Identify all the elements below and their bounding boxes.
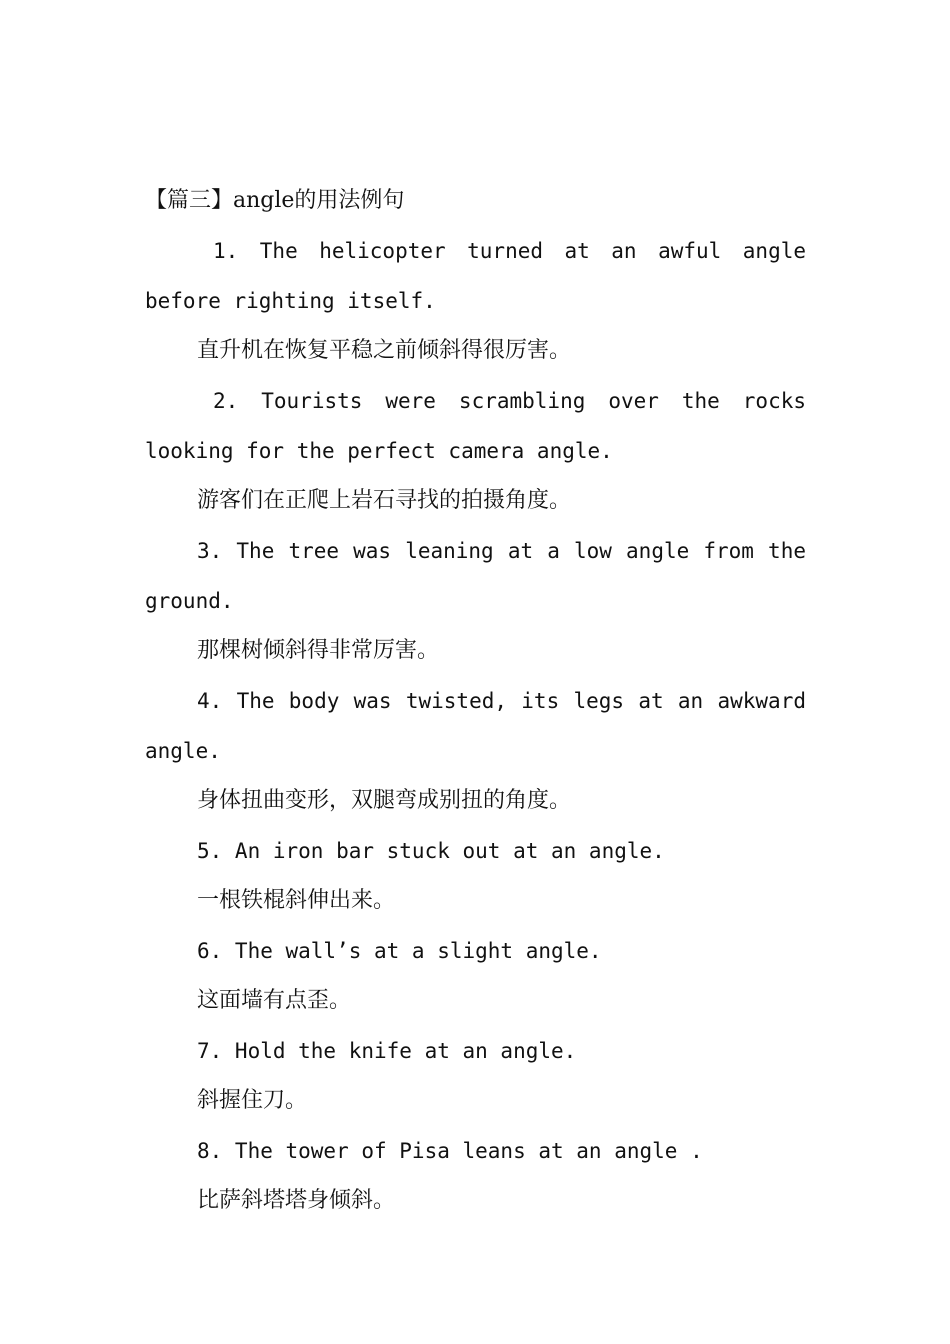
- example-8-chinese: 比萨斜塔塔身倾斜。: [197, 1188, 396, 1213]
- example-6-english: 6. The wall’s at a slight angle.: [197, 939, 602, 963]
- example-3-english-line-2: ground.: [145, 589, 234, 613]
- example-5-chinese: 一根铁棍斜伸出来。: [197, 888, 396, 913]
- example-7-chinese: 斜握住刀。: [197, 1088, 308, 1113]
- example-2-english-line-2: looking for the perfect camera angle.: [145, 439, 613, 463]
- example-6-chinese: 这面墙有点歪。: [197, 988, 352, 1013]
- example-1-english-line-2: before righting itself.: [145, 289, 436, 313]
- example-2-chinese: 游客们在正爬上岩石寻找的拍摄角度。: [197, 488, 572, 513]
- example-4-english-line-1: 4. The body was twisted, its legs at an awkward: [197, 689, 806, 713]
- example-4-chinese: 身体扭曲变形，双腿弯成别扭的角度。: [197, 788, 572, 813]
- section-heading: 【篇三】angle的用法例句: [145, 188, 405, 213]
- example-1-english-line-1: 1. The helicopter turned at an awful angle: [213, 239, 806, 263]
- example-3-english-line-1: 3. The tree was leaning at a low angle from the: [197, 539, 806, 563]
- example-5-english: 5. An iron bar stuck out at an angle.: [197, 839, 665, 863]
- example-1-chinese: 直升机在恢复平稳之前倾斜得很厉害。: [197, 338, 572, 363]
- example-7-english: 7. Hold the knife at an angle.: [197, 1039, 577, 1063]
- example-8-english: 8. The tower of Pisa leans at an angle .: [197, 1139, 703, 1163]
- example-3-chinese: 那棵树倾斜得非常厉害。: [197, 638, 440, 663]
- document-body: [145, 176, 806, 1226]
- example-4-english-line-2: angle.: [145, 739, 221, 763]
- example-2-english-line-1: 2. Tourists were scrambling over the rocks: [213, 389, 806, 413]
